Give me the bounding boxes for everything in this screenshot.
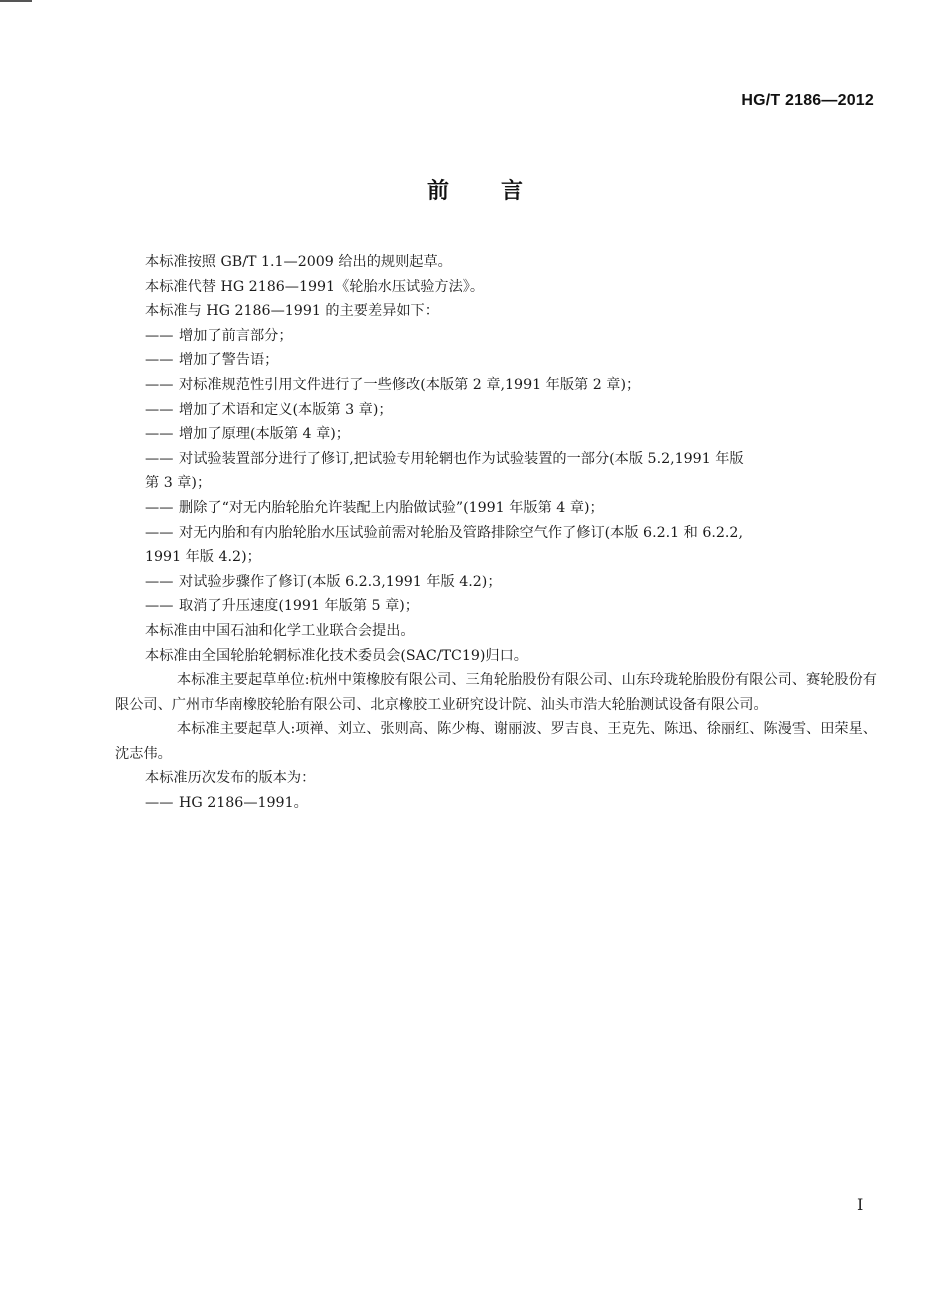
standard-code: HG/T 2186—2012	[741, 92, 874, 109]
paragraph-drafters: 本标准主要起草人:项禅、刘立、张则高、陈少梅、谢丽波、罗吉良、王克先、陈迅、徐丽红、陈漫雪、田荣星、沈志伟。	[115, 721, 877, 762]
page-number: I	[857, 1195, 864, 1214]
history-item: —— HG 2186—1991。	[145, 795, 308, 812]
title-char-2: 言	[501, 179, 524, 204]
differences-list	[145, 324, 880, 619]
paragraph-drafting-units: 本标准主要起草单位:杭州中策橡胶有限公司、三角轮胎股份有限公司、山东玲珑轮胎股份有限公司、赛轮股份有限公司、广州市华南橡胶轮胎有限公司、北京橡胶工业研究设计院、汕头市浩大轮胎测试设备有限公司。	[115, 672, 877, 713]
list-item: —— 对无内胎和有内胎轮胎水压试验前需对轮胎及管路排除空气作了修订(本版 6.2.1 和 6.2.2, 1991 年版 4.2)；	[145, 524, 743, 566]
foreword-body	[115, 250, 880, 816]
paragraph-replaces: 本标准代替 HG 2186—1991《轮胎水压试验方法》。	[145, 278, 485, 295]
paragraph-centralized-by: 本标准由全国轮胎轮辋标准化技术委员会(SAC/TC19)归口。	[145, 647, 528, 664]
list-item: —— 增加了前言部分；	[145, 327, 293, 344]
list-item: —— 对标准规范性引用文件进行了一些修改(本版第 2 章,1991 年版第 2 章)；	[145, 376, 641, 393]
title-char-1: 前	[426, 179, 449, 204]
list-item: —— 取消了升压速度(1991 年版第 5 章)；	[145, 598, 419, 615]
paragraph-proposed-by: 本标准由中国石油和化学工业联合会提出。	[145, 622, 415, 639]
paragraph-history-intro: 本标准历次发布的版本为：	[145, 770, 316, 787]
scan-corner-mark	[0, 0, 32, 2]
list-item: —— 对试验步骤作了修订(本版 6.2.3,1991 年版 4.2)；	[145, 573, 502, 590]
paragraph-differences-intro: 本标准与 HG 2186—1991 的主要差异如下：	[145, 303, 439, 320]
list-item: —— 增加了术语和定义(本版第 3 章)；	[145, 401, 393, 418]
list-item: —— 删除了“对无内胎轮胎允许装配上内胎做试验”(1991 年版第 4 章)；	[145, 499, 604, 516]
list-item: —— 增加了原理(本版第 4 章)；	[145, 426, 350, 443]
paragraph-drafting-rules: 本标准按照 GB/T 1.1—2009 给出的规则起草。	[145, 254, 452, 270]
page-title	[0, 174, 950, 205]
list-item: —— 对试验装置部分进行了修订,把试验专用轮辋也作为试验装置的一部分(本版 5.2,1991 年版 第 3 章)；	[145, 450, 744, 492]
list-item: —— 增加了警告语；	[145, 352, 279, 369]
